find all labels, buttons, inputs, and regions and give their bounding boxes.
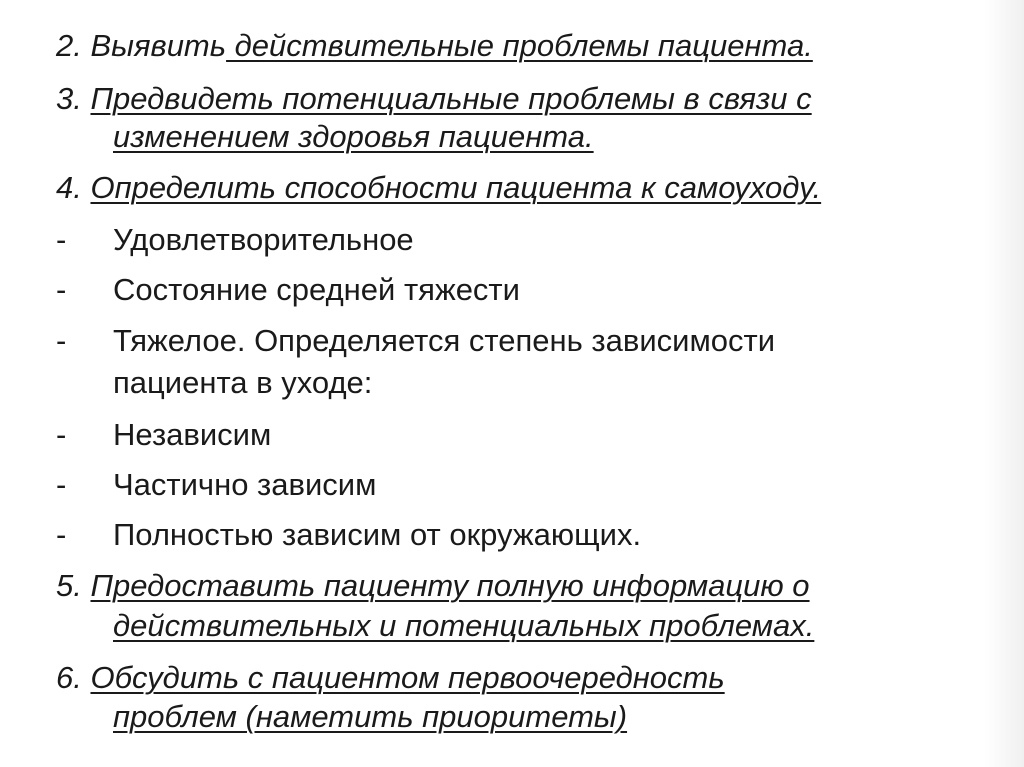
item-5-line1 bbox=[56, 567, 810, 605]
item-4 bbox=[56, 169, 821, 207]
item-3-line1 bbox=[56, 80, 812, 118]
item-2-text: действительные проблемы пациента. bbox=[226, 28, 813, 63]
item-6-number: 6. bbox=[56, 660, 82, 695]
item-2 bbox=[56, 27, 813, 65]
item-6-line1 bbox=[56, 659, 725, 697]
bullet-3-text-line1: Тяжелое. Определяется степень зависимости bbox=[113, 323, 776, 358]
bullet-6-text: Полностью зависим от окружающих. bbox=[113, 517, 642, 552]
bullet-6-dash: - bbox=[56, 517, 67, 552]
bullet-2-dash: - bbox=[56, 272, 67, 307]
bullet-1-text: Удовлетворительное bbox=[113, 222, 414, 257]
item-5-text-line1: Предоставить пациенту полную информацию о bbox=[90, 568, 810, 603]
page-edge-shadow bbox=[984, 0, 1024, 767]
bullet-5-dash: - bbox=[56, 467, 67, 502]
bullet-2-text: Состояние средней тяжести bbox=[113, 272, 520, 307]
item-5-number: 5. bbox=[56, 568, 82, 603]
item-3-text-line1: Предвидеть потенциальные проблемы в связи с bbox=[90, 81, 812, 116]
item-3-number: 3. bbox=[56, 81, 82, 116]
bullet-4-text: Независим bbox=[113, 417, 272, 452]
item-2-number: 2. Выявить bbox=[56, 28, 227, 63]
bullet-5-text: Частично зависим bbox=[113, 467, 377, 502]
bullet-3-text-line2: пациента в уходе: bbox=[113, 365, 373, 400]
bullet-3-dash: - bbox=[56, 323, 67, 358]
bullet-1-dash: - bbox=[56, 222, 67, 257]
item-5-text-line2: действительных и потенциальных проблемах. bbox=[113, 608, 815, 643]
item-6-text-line2: проблем (наметить приоритеты) bbox=[113, 699, 628, 734]
item-6-text-line1: Обсудить с пациентом первоочередность bbox=[90, 660, 725, 695]
item-3-text-line2: изменением здоровья пациента. bbox=[113, 119, 594, 154]
bullet-4-dash: - bbox=[56, 417, 67, 452]
item-4-text: Определить способности пациента к самоуходу. bbox=[90, 170, 822, 205]
item-4-number: 4. bbox=[56, 170, 82, 205]
